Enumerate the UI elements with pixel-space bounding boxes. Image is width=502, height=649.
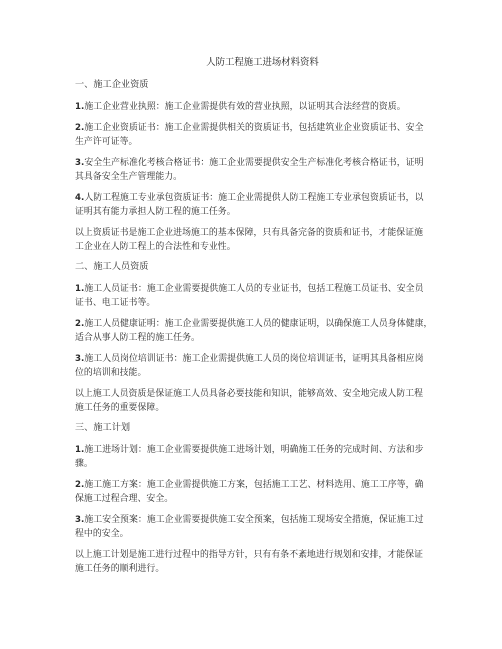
item-number: 1. <box>75 102 85 112</box>
numbered-paragraph <box>75 156 450 184</box>
paragraph-line <box>75 387 450 401</box>
line-text: 人防工程施工专业承包资质证书：施工企业需提供人防工程施工专业承包资质证书，以 <box>84 193 424 203</box>
numbered-paragraph <box>75 443 450 471</box>
section-heading: 三、施工计划 <box>75 422 131 433</box>
paragraph-line <box>75 548 450 562</box>
paragraph-line <box>75 478 450 492</box>
paragraph-line <box>75 240 450 254</box>
line-text: 以上施工人员资质是保证施工人员具备必要技能和知识，能够高效、安全地完成人防工程 <box>75 389 424 399</box>
paragraph-line <box>75 296 450 310</box>
line-text: 生产许可证等。 <box>75 137 138 147</box>
numbered-paragraph <box>75 478 450 506</box>
paragraph-line <box>75 156 450 170</box>
line-text: 施工任务的顺利进行。 <box>75 564 165 574</box>
document-body <box>75 79 450 576</box>
paragraph-line <box>75 121 450 135</box>
item-number: 2. <box>75 319 85 329</box>
numbered-paragraph <box>75 352 450 380</box>
line-text: 程中的安全。 <box>75 529 129 539</box>
line-text: 施工人员岗位培训证书：施工企业需提供施工人员的岗位培训证书，证明其具备相应岗 <box>84 354 424 364</box>
paragraph-line <box>75 492 450 506</box>
item-number: 3. <box>75 354 85 364</box>
numbered-paragraph <box>75 121 450 149</box>
item-number: 1. <box>75 445 85 455</box>
line-text: 适合从事人防工程的施工任务。 <box>75 333 200 343</box>
line-text: 施工人员证书：施工企业需要提供施工人员的专业证书，包括工程施工员证书、安全员 <box>84 284 424 294</box>
paragraph-line <box>75 226 450 240</box>
line-text: 施工企业资质证书：施工企业需提供相关的资质证书，包括建筑业企业资质证书、安全 <box>84 123 424 133</box>
numbered-paragraph <box>75 191 450 219</box>
line-text: 施工进场计划：施工企业需要提供施工进场计划，明确施工任务的完成时间、方法和步 <box>84 445 424 455</box>
line-text: 证明其有能力承担人防工程的施工任务。 <box>75 207 236 217</box>
line-text: 施工安全预案：施工企业需要提供施工安全预案，包括施工现场安全措施，保证施工过 <box>84 515 424 525</box>
item-number: 1. <box>75 284 85 294</box>
paragraph-line <box>75 562 450 576</box>
line-text: 证书、电工证书等。 <box>75 298 156 308</box>
item-number: 4. <box>75 193 85 203</box>
numbered-paragraph <box>75 317 450 345</box>
item-number: 2. <box>75 480 85 490</box>
paragraph-line <box>75 366 450 380</box>
paragraph-line <box>75 352 450 366</box>
line-text: 施工施工方案：施工企业需提供施工方案，包括施工工艺、材料选用、施工工序等，确 <box>84 480 424 490</box>
summary-paragraph <box>75 226 450 254</box>
document-title: 人防工程施工进场材料资料 <box>206 57 319 68</box>
paragraph-line <box>75 191 450 205</box>
numbered-paragraph <box>75 100 450 114</box>
item-number: 3. <box>75 515 85 525</box>
line-text: 施工企业营业执照：施工企业需提供有效的营业执照，以证明其合法经营的资质。 <box>84 102 406 112</box>
line-text: 位的培训和技能。 <box>75 368 147 378</box>
item-number: 2. <box>75 123 85 133</box>
paragraph-line <box>75 282 450 296</box>
paragraph-line <box>75 317 450 331</box>
paragraph-line <box>75 135 450 149</box>
paragraph-line <box>75 527 450 541</box>
numbered-paragraph <box>75 282 450 310</box>
paragraph-line <box>75 443 450 457</box>
line-text: 工企业在人防工程上的合法性和专业性。 <box>75 242 236 252</box>
paragraph-line <box>75 170 450 184</box>
section-heading: 一、施工企业资质 <box>75 79 149 90</box>
line-text: 安全生产标准化考核合格证书：施工企业需要提供安全生产标准化考核合格证书，证明 <box>84 158 424 168</box>
section-heading: 二、施工人员资质 <box>75 261 149 272</box>
paragraph-line <box>75 331 450 345</box>
numbered-paragraph <box>75 513 450 541</box>
line-text: 以上资质证书是施工企业进场施工的基本保障，只有具备完备的资质和证书，才能保证施 <box>75 228 424 238</box>
line-text: 其具备安全生产管理能力。 <box>75 172 183 182</box>
line-text: 骤。 <box>75 459 93 469</box>
summary-paragraph <box>75 387 450 415</box>
line-text: 以上施工计划是施工进行过程中的指导方针，只有有条不紊地进行规划和安排，才能保证 <box>75 550 424 560</box>
item-number: 3. <box>75 158 85 168</box>
paragraph-line <box>75 205 450 219</box>
line-text: 施工人员健康证明：施工企业需要提供施工人员的健康证明，以确保施工人员身体健康， <box>84 319 433 329</box>
line-text: 保施工过程合理、安全。 <box>75 494 174 504</box>
paragraph-line <box>75 100 450 114</box>
paragraph-line <box>75 457 450 471</box>
line-text: 施工任务的重要保障。 <box>75 403 165 413</box>
summary-paragraph <box>75 548 450 576</box>
paragraph-line <box>75 513 450 527</box>
paragraph-line <box>75 401 450 415</box>
